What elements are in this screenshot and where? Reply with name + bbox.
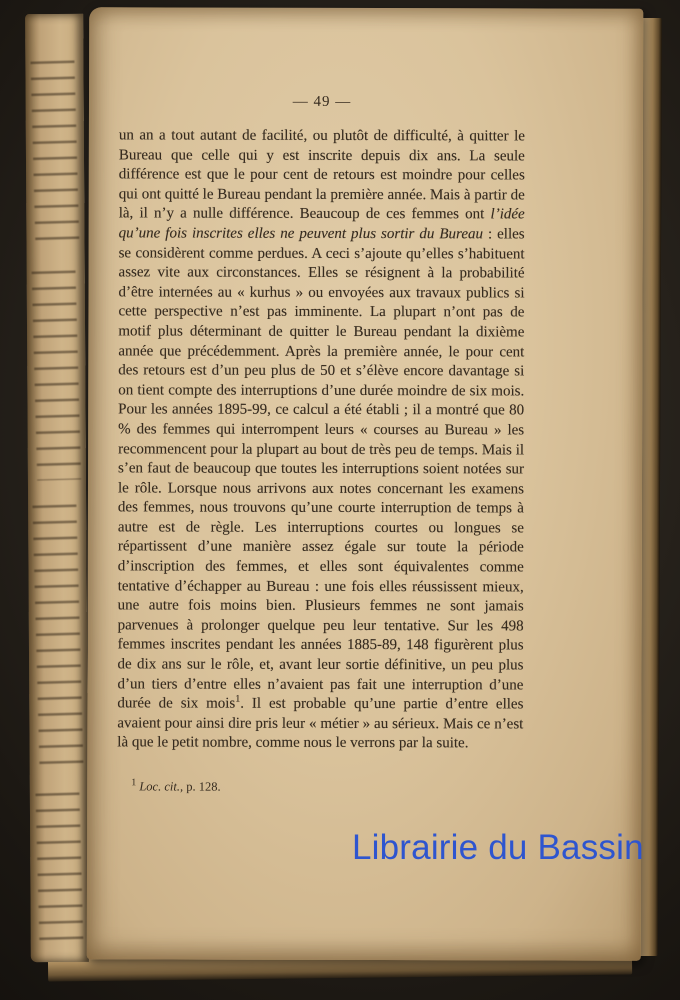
italic-phrase: l’idée qu’une fois inscrites elles ne peuvent plus sortir du Bureau xyxy=(118,206,525,243)
body-text-part3: . Il est probable qu’une partie d’entre elles avaient pour ainsi dire pris leur « métier » au sérieux. Mais ce n’est là que le petit nombre, comme nous le verrons par la suite. xyxy=(117,695,524,752)
previous-page-edge xyxy=(25,14,89,962)
body-text-part1: un an a tout autant de facilité, ou plutôt de difficulté, à quitter le Bureau que celle qui y est inscrite depuis dix ans. La seule différence est que le pour cent de retours est moindre pour celles qui ont quitté le Bureau pendant la première année. Mais à partir de là, il n’y a nulle différence. Beaucoup de ces femmes ont xyxy=(118,127,525,223)
page-number: — 49 — xyxy=(292,93,352,110)
page-edge-text-lines xyxy=(35,787,83,940)
footnote-marker: 1 xyxy=(131,777,137,789)
footnote-citation-rest: p. 128. xyxy=(183,779,221,794)
page-content xyxy=(117,93,525,795)
page-edge-text-lines xyxy=(30,55,79,252)
bookseller-watermark: Librairie du Bassin xyxy=(352,828,644,867)
body-text-part2: : elles se considèrent comme perdues. A ceci s’ajoute qu’elles s’habituent assez vite aux circonstances. Elles se résignent à la probabilité d’être internées au « kurhus » ou envoyées aux travaux publics si cette perspective n’est pas imminente. La plupart n’ont pas de motif plus déterminant de quitter le Bureau pendant la dixième année que précédemment. Après la première année, le pour cent des retours est d’un peu plus de 50 et s’élève encore davantage si on tient compte des interruptions d’une durée moindre de six mois. Pour les années 1895-99, ce calcul a été établi ; il a montré que 80 % des femmes qui interrompent leurs « courses au Bureau » les recommencent pour la plupart au bout de très peu de temps. Mais il s’en faut de beaucoup que toutes les interruptions soient notées sur le rôle. Lorsque nous arrivons aux notes concernant les examens des femmes, nous trouvons qu’une courte interruption de temps à autre est de règle. Les interruptions courtes ou longues se répartissent d’une manière assez égale sur toute la période d’inscription des femmes, et elles sont équivalentes comme tentative d’échapper au Bureau : une fois elles réussissent mieux, une autre fois moins bien. Plusieurs femmes ne sont jamais parvenues à prolonger quelque peu leur tentative. Sur les 498 femmes inscrites pendant les années 1885-89, 148 figurèrent plus de dix ans sur le rôle, et, avant leur sortie définitive, un peu plus d’un tiers d’entre elles n’avaient pas fait une interruption d’une durée de six mois xyxy=(117,226,525,712)
footnote-reference: 1 xyxy=(235,693,241,705)
page-edge-text-lines xyxy=(31,265,81,480)
page-body-text xyxy=(117,126,525,754)
footnote xyxy=(117,779,523,795)
footnote-citation-italic: Loc. cit., xyxy=(139,779,184,794)
book-page xyxy=(87,7,643,960)
page-edge-text-lines xyxy=(32,499,83,768)
